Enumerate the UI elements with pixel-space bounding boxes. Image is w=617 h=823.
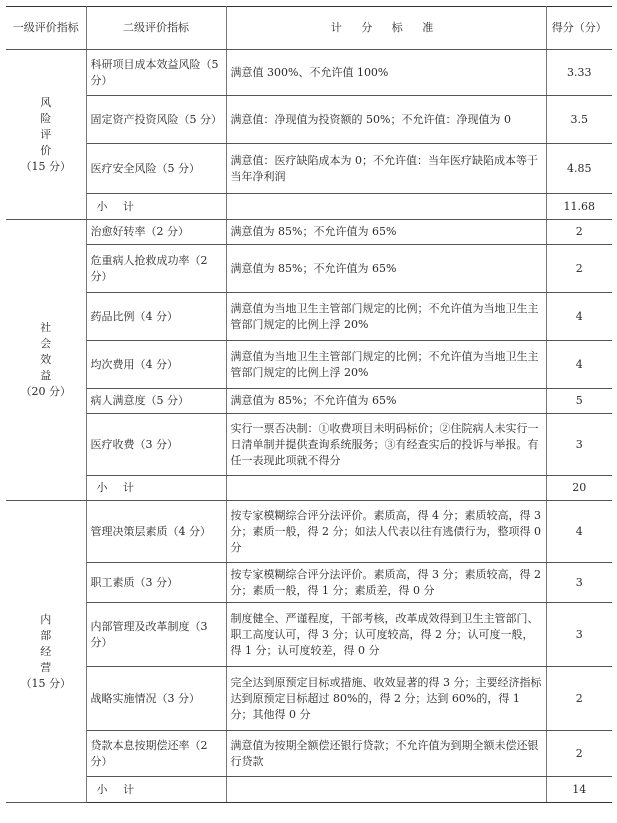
indicator-cell: 医疗安全风险（5 分） bbox=[86, 144, 226, 194]
group-weight: （15 分） bbox=[20, 676, 71, 690]
standard-cell: 实行一票否决制：①收费项目未明码标价；②住院病人未实行一日清单制并提供查询系统服务；③有经查实后的投诉与举报。有任一表现此项就不得分 bbox=[226, 414, 546, 476]
subtotal-row bbox=[6, 194, 612, 220]
group-weight: （20 分） bbox=[20, 385, 71, 398]
indicator-cell: 科研项目成本效益风险（5 分） bbox=[86, 50, 226, 96]
indicator-cell: 治愈好转率（2 分） bbox=[86, 220, 226, 245]
group-name: 风 险 评 价 bbox=[40, 95, 52, 157]
indicator-cell: 药品比例（4 分） bbox=[86, 293, 226, 341]
standard-cell: 满意值为 85%；不允许值为 65% bbox=[226, 220, 546, 245]
score-cell: 3.33 bbox=[546, 50, 612, 96]
standard-cell: 按专家模糊综合评分法评价。素质高，得 3 分；素质较高，得 2 分；素质一般，得 1 分；素质差，得 0 分 bbox=[226, 563, 546, 603]
group-name: 社 会 效 益 bbox=[40, 321, 52, 382]
table-row bbox=[6, 144, 612, 194]
score-cell: 3 bbox=[546, 414, 612, 476]
score-cell: 2 bbox=[546, 245, 612, 293]
standard-cell: 制度健全、严谨程度，干部考核，改革成效得到卫生主管部门、职工高度认可，得 3 分；认可度较高，得 2 分；认可度一般，得 1 分；认可度较差，得 0 分 bbox=[226, 603, 546, 667]
indicator-cell: 固定资产投资风险（5 分） bbox=[86, 96, 226, 144]
standard-cell: 满意值为当地卫生主管部门规定的比例；不允许值为当地卫生主管部门规定的比例上浮 20% bbox=[226, 341, 546, 389]
standard-cell: 按专家模糊综合评分法评价。素质高，得 4 分；素质较高，得 3 分；素质一般，得 2 分；如法人代表以往有逃债行为，整项得 0 分 bbox=[226, 501, 546, 563]
group-cell-social bbox=[6, 220, 86, 501]
score-cell: 4 bbox=[546, 501, 612, 563]
table-row bbox=[6, 293, 612, 341]
table-row bbox=[6, 414, 612, 476]
subtotal-row bbox=[6, 476, 612, 501]
score-cell: 3.5 bbox=[546, 96, 612, 144]
score-cell: 3 bbox=[546, 603, 612, 667]
header-level1: 一级评价指标 bbox=[6, 7, 86, 50]
indicator-cell: 贷款本息按期偿还率（2 分） bbox=[86, 731, 226, 777]
indicator-cell: 均次费用（4 分） bbox=[86, 341, 226, 389]
subtotal-row bbox=[6, 777, 612, 803]
header-level2: 二级评价指标 bbox=[86, 7, 226, 50]
score-cell: 4 bbox=[546, 293, 612, 341]
evaluation-table bbox=[6, 6, 612, 803]
subtotal-score: 11.68 bbox=[546, 194, 612, 220]
subtotal-score: 14 bbox=[546, 777, 612, 803]
table-row bbox=[6, 667, 612, 731]
score-cell: 5 bbox=[546, 389, 612, 414]
table-row bbox=[6, 96, 612, 144]
table-row bbox=[6, 245, 612, 293]
standard-cell: 满意值为 85%；不允许值为 65% bbox=[226, 389, 546, 414]
subtotal-label: 小 计 bbox=[86, 777, 226, 803]
score-cell: 2 bbox=[546, 220, 612, 245]
score-cell: 4.85 bbox=[546, 144, 612, 194]
table-row bbox=[6, 731, 612, 777]
table-row bbox=[6, 389, 612, 414]
table-row bbox=[6, 220, 612, 245]
standard-cell: 完全达到原预定目标或措施、收效显著的得 3 分；主要经济指标达到原预定目标超过 80%的，得 2 分；达到 60%的，得 1 分；其他得 0 分 bbox=[226, 667, 546, 731]
table-row bbox=[6, 501, 612, 563]
table-row bbox=[6, 50, 612, 96]
indicator-cell: 病人满意度（5 分） bbox=[86, 389, 226, 414]
group-name: 内 部 经 营 bbox=[40, 612, 52, 674]
standard-cell: 满意值：净现值为投资额的 50%；不允许值：净现值为 0 bbox=[226, 96, 546, 144]
indicator-cell: 医疗收费（3 分） bbox=[86, 414, 226, 476]
group-cell-risk bbox=[6, 50, 86, 220]
score-cell: 2 bbox=[546, 667, 612, 731]
group-cell-internal bbox=[6, 501, 86, 803]
table-row bbox=[6, 341, 612, 389]
indicator-cell: 战略实施情况（3 分） bbox=[86, 667, 226, 731]
group-weight: （15 分） bbox=[20, 159, 71, 173]
standard-cell-empty bbox=[226, 476, 546, 501]
header-score: 得分（分） bbox=[546, 7, 612, 50]
score-cell: 4 bbox=[546, 341, 612, 389]
header-row bbox=[6, 7, 612, 50]
subtotal-label: 小 计 bbox=[86, 476, 226, 501]
standard-cell: 满意值为 85%；不允许值为 65% bbox=[226, 245, 546, 293]
indicator-cell: 职工素质（3 分） bbox=[86, 563, 226, 603]
subtotal-score: 20 bbox=[546, 476, 612, 501]
score-cell: 2 bbox=[546, 731, 612, 777]
standard-cell: 满意值：医疗缺陷成本为 0；不允许值：当年医疗缺陷成本等于当年净利润 bbox=[226, 144, 546, 194]
indicator-cell: 管理决策层素质（4 分） bbox=[86, 501, 226, 563]
standard-cell: 满意值 300%、不允许值 100% bbox=[226, 50, 546, 96]
subtotal-label: 小 计 bbox=[86, 194, 226, 220]
indicator-cell: 内部管理及改革制度（3 分） bbox=[86, 603, 226, 667]
table-row bbox=[6, 603, 612, 667]
standard-cell: 满意值为按期全额偿还银行贷款；不允许值为到期全额未偿还银行贷款 bbox=[226, 731, 546, 777]
standard-cell: 满意值为当地卫生主管部门规定的比例；不允许值为当地卫生主管部门规定的比例上浮 20% bbox=[226, 293, 546, 341]
header-standard: 计 分 标 准 bbox=[226, 7, 546, 50]
table-row bbox=[6, 563, 612, 603]
score-cell: 3 bbox=[546, 563, 612, 603]
standard-cell-empty bbox=[226, 194, 546, 220]
standard-cell-empty bbox=[226, 777, 546, 803]
indicator-cell: 危重病人抢救成功率（2 分） bbox=[86, 245, 226, 293]
